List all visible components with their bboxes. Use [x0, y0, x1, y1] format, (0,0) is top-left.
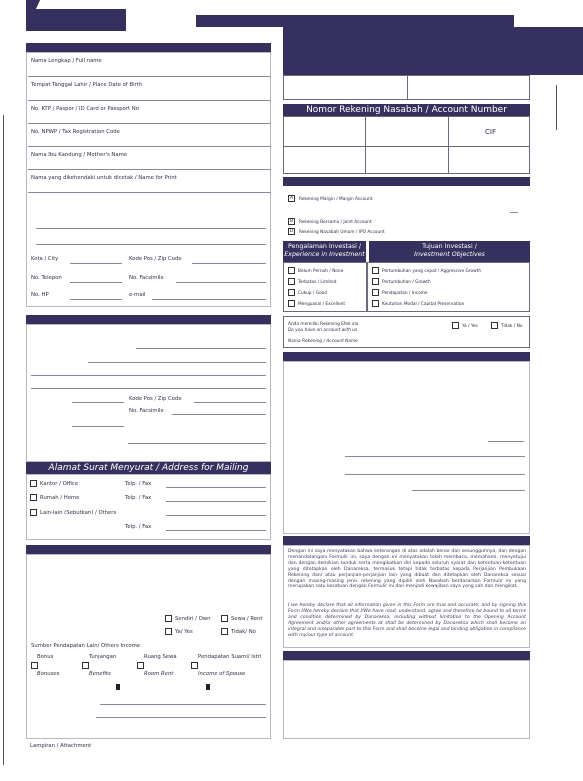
full-name-label: Nama Lengkap / Full name: [31, 58, 102, 64]
account-type-b-box[interactable]: B: [289, 219, 294, 224]
account-col-2: [448, 116, 449, 174]
office-zip-line[interactable]: [194, 402, 266, 403]
income-line-2[interactable]: [96, 717, 266, 718]
mailing-office-tel-line[interactable]: [166, 487, 266, 488]
mailing-other-line[interactable]: [166, 515, 266, 516]
other-account-question-id: Anda memiliki Rekening Efek ala: [288, 322, 359, 327]
objective-aggressive-checkbox[interactable]: [372, 267, 379, 274]
account-type-b-label: Rekening Bersama / Joint Account: [299, 220, 372, 225]
experience-excellent-label: Menguasai / Excellent: [298, 302, 346, 307]
other-income-title: Sumber Pendapatan Lain/ Others Income: [31, 643, 141, 649]
mailing-home-tel-label: Telp. / Fax: [125, 495, 152, 501]
email-label: e-mail: [129, 292, 146, 298]
income-benefit-en: Benefits: [89, 671, 111, 677]
yes-label: Ya/ Yes: [175, 629, 193, 635]
experience-excellent-checkbox[interactable]: [288, 300, 295, 307]
other-account-no-checkbox[interactable]: [491, 322, 498, 329]
signature-line-2[interactable]: [345, 456, 525, 457]
mailing-home-tel-line[interactable]: [166, 501, 266, 502]
ktp-label: No. KTP / Paspor / ID Card or Passport No: [31, 106, 139, 112]
top-banner: [196, 15, 514, 27]
objective-growth-label: Pertumbuhan / Growth: [382, 280, 431, 285]
objective-capital-checkbox[interactable]: [372, 300, 379, 307]
account-type-a-label: Rekening Margin / Margin Account: [299, 197, 373, 202]
residence-rent-label: Sewa / Rent: [231, 616, 263, 622]
zip-label: Kode Pos / Zip Code: [129, 256, 182, 262]
phone-label: No. Telepon: [31, 275, 62, 281]
print-name-label: Nama yang dikehendaki untuk dicetak / Name for Print: [31, 175, 177, 181]
office-line-4[interactable]: [31, 388, 266, 389]
objective-capital-label: Keutuhan Modal / Capital Preservation: [382, 302, 465, 307]
income-bonus-label: Bonus: [37, 654, 54, 660]
cif-label: CIF: [485, 128, 496, 136]
experience-none-label: Belum Pernah / None: [298, 269, 344, 274]
objective-growth-checkbox[interactable]: [372, 278, 379, 285]
declaration-text-en: I we hereby declare that all information given in this Form are true and accurate; and by signing this Form I/We hereby declare that I/We have read, understand, agree and therefore be bound to all terms and condition determined by Danareksa, including without limitation to the Opening Account Agreement and/or other agreements at shall be determined by Danareksa which shall become an integral and inseparable part to this Form and shall become legal and binding obligation in compliance with my/our type of account.: [288, 603, 526, 638]
objectives-title-id: Tujuan Investasi /: [422, 243, 477, 250]
office-line-2[interactable]: [88, 362, 266, 363]
top-right-table-divider: [407, 75, 408, 100]
other-account-name-label: Nama Rekening / Account Name: [288, 339, 358, 344]
income-benefit-label: Tunjangan: [89, 654, 117, 660]
npwp-line[interactable]: [28, 146, 271, 147]
experience-title-id: Pengalaman Investasi /: [287, 243, 362, 250]
mailing-home-label: Rumah / Home: [40, 495, 80, 501]
city-line[interactable]: [70, 263, 122, 264]
pob-dob-line[interactable]: [28, 100, 271, 101]
mailing-other-label: Lain-lain (Sebutkan) / Others: [40, 510, 117, 516]
other-account-no-label: Tidak / No: [501, 324, 523, 329]
experience-limited-label: Terbatas / Limited: [298, 280, 337, 285]
experience-good-label: Cukup / Good: [298, 291, 328, 296]
income-rent-en: Room Rent: [144, 671, 174, 677]
experience-limited-checkbox[interactable]: [288, 278, 295, 285]
income-spouse-en: Income of Spouse: [198, 671, 246, 677]
npwp-label: No. NPWP / Tax Registration Code: [31, 129, 120, 135]
income-spouse-checkbox[interactable]: [191, 662, 198, 669]
mother-name-label: Nama Ibu Kandung / Mother's Name: [31, 152, 128, 158]
marker-2: [206, 684, 210, 690]
objective-income-label: Pendapatan / Income: [382, 291, 428, 296]
account-number-header: Nomor Rekening Nasabah / Account Number: [283, 104, 530, 116]
address-line-1[interactable]: [36, 228, 266, 229]
income-line-1[interactable]: [100, 704, 266, 705]
account-col-1: [365, 116, 366, 174]
ktp-line[interactable]: [28, 123, 271, 124]
no-label: Tidak/ No: [231, 629, 256, 635]
office-line-5[interactable]: [72, 426, 124, 427]
city-label: Kota / City: [31, 256, 59, 262]
experience-header: [283, 241, 366, 262]
office-city-line[interactable]: [72, 402, 124, 403]
office-section-box: [26, 324, 271, 462]
phone-line[interactable]: [70, 282, 122, 283]
office-fax-line[interactable]: [172, 414, 266, 415]
declaration-text-id: Dengan ini saya menyatakan bahwa keterangan di atas adalah benar dan sesungguhnya, dan dengan menandatangani Formulir ini, saya dengan ini menyatakan telah membaca, memahami, menyetujui dan dengan demikian tunduk serta mengikatkan diri kepada seluruh syarat dan ketentuan-ketentuan yang ditetapkan oleh Danareksa, termasuk tetapi tidak terbatas kepada Perjanjian Pembukaan Rekening dan/ atau perjanjian-perjanjian lain yang dibuat dan ditetapkan oleh Danareksa sesuai dengan masing-masing jenis rekening yang dipilih oleh Nasabah berdasarkan Formulir ini yang merupakan satu kesatuan dengan Formulir ini dan menjadi kewajiban saya yang sah dan mengikat.: [288, 549, 526, 590]
office-line-1[interactable]: [136, 348, 266, 349]
income-bonus-checkbox[interactable]: [31, 662, 38, 669]
signature-section-header: [283, 352, 530, 361]
objective-income-checkbox[interactable]: [372, 289, 379, 296]
mailing-other-tel-line[interactable]: [166, 530, 266, 531]
mailing-other-checkbox[interactable]: [30, 509, 37, 516]
account-number-table: [283, 116, 530, 174]
income-rent-checkbox[interactable]: [137, 662, 144, 669]
print-name-line[interactable]: [28, 192, 271, 193]
income-benefit-checkbox[interactable]: [82, 662, 89, 669]
mailing-office-label: Kantor / Office: [40, 481, 79, 487]
residence-section-header: [26, 545, 271, 554]
right-margin-line: [556, 85, 557, 130]
pob-dob-label: Tempat Tanggal Lahir / Place Date of Birth: [31, 82, 143, 88]
signature-box-header: [283, 651, 530, 660]
fax-label: No. Facsimile: [129, 275, 164, 281]
account-type-header: [283, 177, 530, 186]
residence-rent-checkbox[interactable]: [221, 615, 228, 622]
office-fax-label: No. Facsimile: [129, 408, 164, 414]
signature-box[interactable]: [283, 660, 530, 739]
account-type-short-line: [510, 212, 518, 213]
left-margin-line: [3, 115, 4, 765]
address-line-2[interactable]: [36, 244, 266, 245]
experience-good-checkbox[interactable]: [288, 289, 295, 296]
objectives-header: [369, 241, 530, 262]
yes-checkbox[interactable]: [165, 628, 172, 635]
office-line-6[interactable]: [128, 443, 266, 444]
objective-aggressive-label: Pertumbuhan yang cepat / Aggressive Growth: [382, 269, 482, 274]
residence-own-checkbox[interactable]: [165, 615, 172, 622]
mailing-section-header: Alamat Surat Menyurat / Address for Mailing: [26, 462, 271, 474]
fax-line[interactable]: [176, 282, 266, 283]
account-type-d-box[interactable]: D: [289, 229, 294, 234]
attachment-label: Lampiran / Attachment: [30, 743, 92, 749]
signature-line-1[interactable]: [488, 441, 524, 442]
personal-section-header: [26, 43, 271, 52]
other-account-yes-checkbox[interactable]: [452, 322, 459, 329]
account-type-a-box[interactable]: A: [289, 196, 294, 201]
signature-section-box: [283, 361, 530, 534]
hp-line[interactable]: [70, 299, 122, 300]
form-title-block: [283, 27, 583, 75]
office-line-3[interactable]: [31, 375, 266, 376]
experience-title-en: Experience in Investment: [284, 251, 365, 258]
signature-line-4[interactable]: [412, 490, 525, 491]
account-table-mid: [283, 146, 530, 147]
other-account-question-en: Do you have an account with us: [288, 328, 358, 333]
declaration-header: [283, 536, 530, 545]
mailing-office-checkbox[interactable]: [30, 480, 37, 487]
income-bonus-en: Bonuses: [37, 671, 60, 677]
income-spouse-label: Pendapatan Suami/ Istri: [198, 654, 262, 660]
mailing-office-tel-label: Telp. / Fax: [125, 481, 152, 487]
income-rent-label: Ruang Sewa: [144, 654, 177, 660]
signature-line-3[interactable]: [345, 474, 525, 475]
full-name-line[interactable]: [28, 76, 271, 77]
office-zip-label: Kode Pos / Zip Code: [129, 396, 182, 402]
email-line[interactable]: [152, 299, 266, 300]
mailing-home-checkbox[interactable]: [30, 494, 37, 501]
residence-own-label: Sendiri / Own: [175, 616, 211, 622]
experience-none-checkbox[interactable]: [288, 267, 295, 274]
logo-block: [26, 9, 126, 31]
hp-label: No. HP: [31, 292, 49, 298]
mother-name-line[interactable]: [28, 169, 271, 170]
zip-line[interactable]: [192, 263, 266, 264]
marker-1: [116, 684, 120, 690]
other-account-yes-label: Ya / Yes: [462, 324, 478, 329]
account-type-d-label: Rekening Nasabah Umum / IPO Account: [299, 230, 385, 235]
office-section-header: [26, 315, 271, 324]
mailing-other-tel-label: Telp. / Fax: [125, 524, 152, 530]
no-checkbox[interactable]: [221, 628, 228, 635]
objectives-title-en: Investment Objectives: [414, 251, 485, 258]
